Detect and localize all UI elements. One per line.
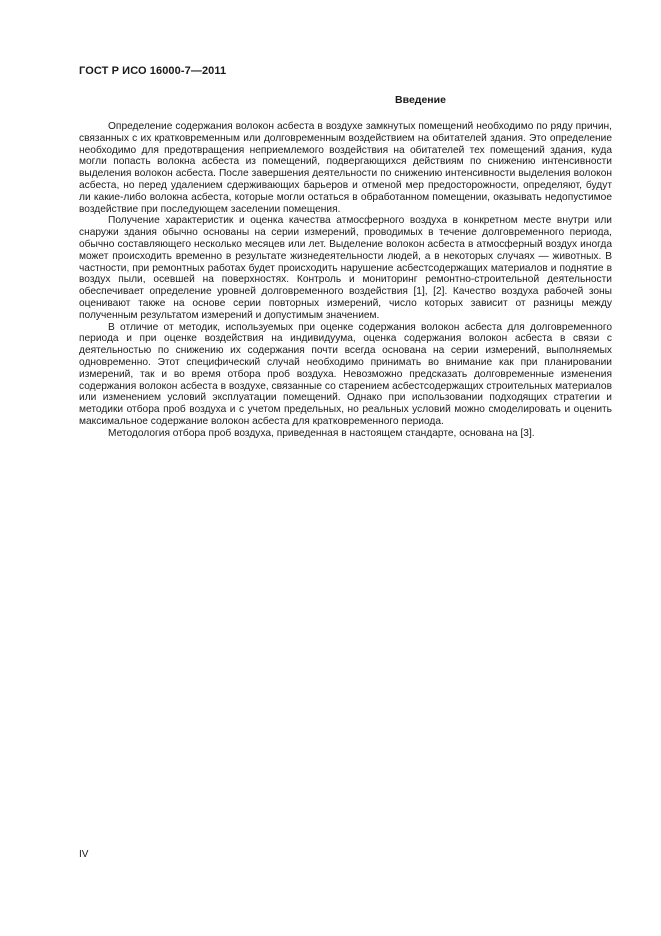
paragraph: Методология отбора проб воздуха, приведенная в настоящем стандарте, основана на [3].	[108, 427, 535, 439]
section-title: Введение	[395, 94, 446, 106]
paragraph: Получение характеристик и оценка качества атмосферного воздуха в конкретном месте внутри или снаружи здания обычно основаны на серии измерений, проводимых в течение долговременного периода, обычно составляющего несколько месяцев или лет. Выделение волокон асбеста в атмосферный воздух иногда может происходить временно в результате жизнедеятельности людей, а в некоторых случаях — животных. В частности, при ремонтных работах будет происходить нарушение асбестсодержащих материалов и поднятие в воздух пыли, осевшей на поверхностях. Контроль и мониторинг ремонтно-строительной деятельности обеспечивает определение уровней долговременного воздействия [1], [2]. Качество воздуха рабочей зоны оценивают также на основе серии повторных измерений, число которых зависит от разницы между полученным результатом измерений и допустимым значением.	[79, 215, 612, 321]
paragraph: В отличие от методик, используемых при оценке содержания волокон асбеста для долговременного периода и при оценке воздействия на индивидуума, оценка содержания волокон асбеста в связи с деятельностью по снижению их содержания почти всегда основана на серии измерений, выполняемых одновременно. Этот специфический случай необходимо принимать во внимание как при планировании измерений, так и во время отбора проб воздуха. Невозможно предсказать долговременные изменения содержания волокон асбеста в воздухе, связанные со старением асбестсодержащих строительных материалов или изменением условий эксплуатации помещений. Однако при использовании подходящих стратегии и методики отбора проб воздуха и с учетом предельных, но реальных условий можно смоделировать и оценить максимальное содержание волокон асбеста для кратковременного периода.	[79, 321, 612, 427]
introduction-body	[79, 121, 612, 440]
paragraph: Определение содержания волокон асбеста в воздухе замкнутых помещений необходимо по ряду причин, связанных с их кратковременным или долговременным воздействием на обитателей здания. Это определение необходимо для предотвращения неприемлемого воздействия на обитателей тех помещений здания, куда могли попасть волокна асбеста из помещений, подвергающихся действиям по снижению интенсивности выделения волокон асбеста. После завершения деятельности по снижению интенсивности выделения волокон асбеста, но перед удалением сдерживающих барьеров и отменой мер предосторожности, определяют, будут ли какие-либо волокна асбеста, которые могли остаться в обработанном помещении, оказывать недопустимое воздействие при последующем заселении помещения.	[79, 121, 612, 215]
page-number: IV	[79, 849, 89, 860]
standard-code-header: ГОСТ Р ИСО 16000-7—2011	[79, 65, 227, 77]
